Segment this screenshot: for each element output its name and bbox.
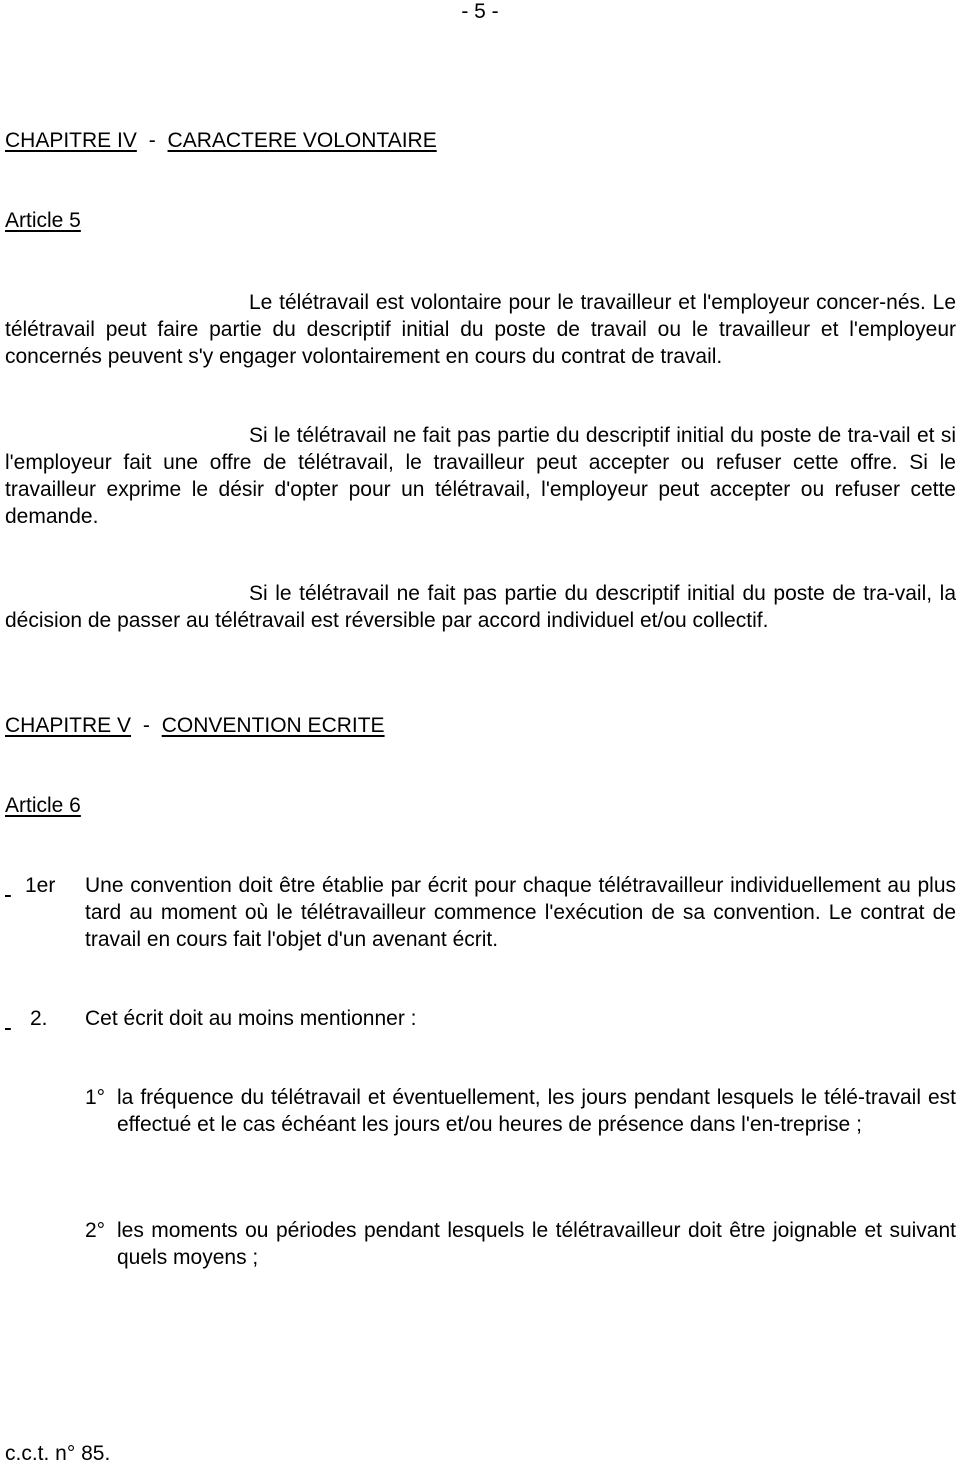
chapter-5-heading (5, 712, 385, 739)
section-symbol (5, 872, 25, 899)
subitem-2-label: 2° (85, 1219, 106, 1242)
item-2-text: Cet écrit doit au moins mentionner : (85, 1007, 417, 1030)
item-1-text: Une convention doit être établie par écrit pour chaque télétravailleur individuellement au plus tard au moment où le télétravailleur commence l'exécution de sa convention. Le contrat de travail en cours fait l'objet d'un avenant écrit. (85, 874, 956, 951)
article-5-paragraph-2: Si le télétravail ne fait pas partie du descriptif initial du poste de tra-vail et si l'employeur fait une offre de télétravail, le travailleur peut accepter ou refuser cette offre. Si le travailleur exprime le désir d'opter pour un télétravail, l'employeur peut accepter ou refuser cette demande. (5, 424, 956, 528)
subitem-1-text: la fréquence du télétravail et éventuellement, les jours pendant lesquels le télé-travail est effectué et le cas échéant les jours et/ou heures de présence dans l'en-treprise ; (117, 1086, 956, 1136)
article-6-heading: Article 6 (5, 794, 81, 817)
subitem-2-text: les moments ou périodes pendant lesquels le télétravailleur doit être joignable et suivant quels moyens ; (117, 1219, 956, 1269)
item-2-number: 2. (30, 1007, 48, 1030)
chapter-5-separator: - (142, 714, 150, 737)
chapter-4-title: CARACTERE VOLONTAIRE (167, 129, 437, 152)
page-number: - 5 - (461, 0, 499, 23)
article-5-paragraph-1: Le télétravail est volontaire pour le travailleur et l'employeur concer-nés. Le télétravail peut faire partie du descriptif initial du poste de travail ou le travailleur et l'employeur concernés peuvent s'y engager volontairement en cours du contrat de travail. (5, 291, 956, 368)
chapter-4-number: CHAPITRE IV (5, 129, 137, 152)
article-5-heading: Article 5 (5, 209, 81, 232)
section-symbol (5, 1005, 25, 1032)
chapter-4-heading (5, 127, 437, 154)
item-1-label (5, 872, 55, 899)
chapter-5-number: CHAPITRE V (5, 714, 132, 737)
item-2-label (5, 1005, 48, 1032)
subitem-1-label: 1° (85, 1086, 106, 1109)
item-1-number: 1er (25, 874, 56, 897)
footer-reference: c.c.t. n° 85. (5, 1442, 111, 1465)
chapter-5-title: CONVENTION ECRITE (161, 714, 385, 737)
article-5-paragraph-3: Si le télétravail ne fait pas partie du descriptif initial du poste de tra-vail, la décision de passer au télétravail est réversible par accord individuel et/ou collectif. (5, 582, 956, 632)
chapter-4-separator: - (148, 129, 156, 152)
